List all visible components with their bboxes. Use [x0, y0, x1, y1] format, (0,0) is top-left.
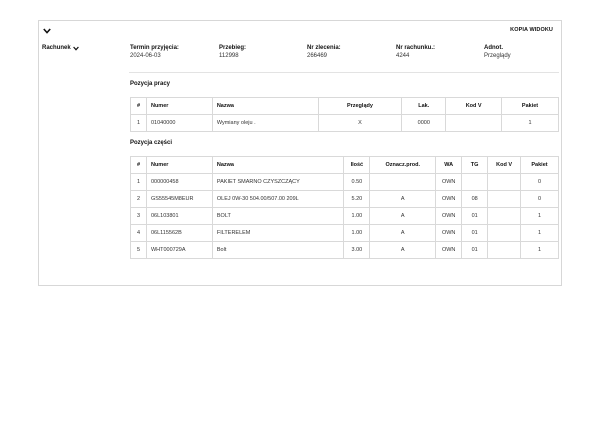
table-cell: A	[370, 225, 436, 242]
meta-przebieg	[219, 45, 246, 59]
table-cell: OWN	[436, 242, 462, 259]
column-header: Pakiet	[502, 98, 559, 115]
table-cell: 06L115562B	[146, 225, 212, 242]
table-cell: 06L103801	[146, 208, 212, 225]
meta-value: 2024-06-03	[130, 53, 161, 59]
table-cell: 000000458	[146, 174, 212, 191]
table-row	[131, 174, 559, 191]
column-header: Numer	[146, 157, 212, 174]
meta-termin	[130, 45, 179, 59]
table-cell: 3.00	[344, 242, 370, 259]
column-header: #	[131, 98, 147, 115]
meta-label: Adnot.	[484, 45, 503, 51]
table-cell: WHT000729A	[146, 242, 212, 259]
table-cell	[446, 115, 502, 132]
column-header: Nazwa	[212, 157, 343, 174]
table-cell: PAKIET SMARNO CZYSZCZĄCY	[212, 174, 343, 191]
table-cell: 01	[462, 208, 488, 225]
table-cell: OWN	[436, 225, 462, 242]
table-cell: 01	[462, 242, 488, 259]
work-table	[130, 97, 559, 132]
table-cell: Wymiany oleju .	[212, 115, 318, 132]
work-table-header	[131, 98, 559, 115]
table-cell	[370, 174, 436, 191]
table-cell: 1	[131, 115, 147, 132]
parts-section-title: Pozycja części	[130, 140, 173, 146]
column-header: Przeglądy	[318, 98, 402, 115]
document-card	[38, 20, 562, 286]
column-header: Oznacz.prod.	[370, 157, 436, 174]
table-cell: A	[370, 208, 436, 225]
meta-value: 112998	[219, 53, 239, 59]
table-cell	[488, 191, 521, 208]
table-row	[131, 191, 559, 208]
table-cell	[488, 225, 521, 242]
meta-nr-rachunku	[396, 45, 435, 59]
table-cell	[488, 242, 521, 259]
table-cell: 3	[131, 208, 147, 225]
table-cell: BOLT	[212, 208, 343, 225]
table-cell: 2	[131, 191, 147, 208]
table-cell: 1.00	[344, 225, 370, 242]
table-cell: 08	[462, 191, 488, 208]
column-header: Kod V	[446, 98, 502, 115]
column-header: Kod V	[488, 157, 521, 174]
parts-table-header	[131, 157, 559, 174]
meta-label: Termin przyjęcia:	[130, 45, 179, 51]
column-header: #	[131, 157, 147, 174]
table-cell: 0.50	[344, 174, 370, 191]
table-cell: 01	[462, 225, 488, 242]
meta-adnot	[484, 45, 511, 59]
column-header: WA	[436, 157, 462, 174]
table-cell: 1	[521, 225, 559, 242]
meta-label: Nr rachunku.:	[396, 45, 436, 51]
table-cell	[488, 208, 521, 225]
column-header: Numer	[146, 98, 212, 115]
rachunek-toggle[interactable]	[42, 45, 79, 51]
column-header: Ilość	[344, 157, 370, 174]
table-cell: 0	[521, 191, 559, 208]
table-cell: 1	[521, 208, 559, 225]
table-cell: 5.20	[344, 191, 370, 208]
table-cell: OWN	[436, 174, 462, 191]
column-header: TG	[462, 157, 488, 174]
meta-label: Nr zlecenia:	[307, 45, 341, 51]
table-cell: OLEJ 0W-30 504.00/507.00 209L	[212, 191, 343, 208]
table-row	[131, 225, 559, 242]
table-cell: OWN	[436, 208, 462, 225]
chevron-down-icon	[73, 46, 79, 51]
table-cell: A	[370, 191, 436, 208]
table-cell: 5	[131, 242, 147, 259]
parts-table	[130, 156, 559, 259]
copy-view-button[interactable]: KOPIA WIDOKU	[510, 27, 553, 33]
rachunek-label: Rachunek	[42, 45, 71, 51]
table-cell: 4	[131, 225, 147, 242]
meta-nr-zlecenia	[307, 45, 341, 59]
table-cell: 0000	[402, 115, 446, 132]
table-cell: FILTERELEM	[212, 225, 343, 242]
divider	[129, 72, 559, 73]
table-row	[131, 242, 559, 259]
work-section-title: Pozycja pracy	[130, 81, 171, 87]
meta-value: 4244	[396, 53, 410, 59]
meta-label: Przebieg:	[219, 45, 247, 51]
table-cell: 1	[502, 115, 559, 132]
column-header: Lak.	[402, 98, 446, 115]
table-cell: A	[370, 242, 436, 259]
column-header: Nazwa	[212, 98, 318, 115]
table-cell: 0	[521, 174, 559, 191]
chevron-down-icon[interactable]	[43, 27, 51, 35]
table-cell: 1	[131, 174, 147, 191]
table-cell	[462, 174, 488, 191]
column-header: Pakiet	[521, 157, 559, 174]
table-cell: OWN	[436, 191, 462, 208]
table-cell: X	[318, 115, 402, 132]
table-cell	[488, 174, 521, 191]
meta-value: 266469	[307, 53, 328, 59]
table-row	[131, 208, 559, 225]
table-cell: 01040000	[146, 115, 212, 132]
table-cell: GS55545M8EUR	[146, 191, 212, 208]
table-cell: 1.00	[344, 208, 370, 225]
table-row	[131, 115, 559, 132]
meta-value: Przeglądy	[484, 53, 511, 59]
table-cell: 1	[521, 242, 559, 259]
table-cell: Bolt	[212, 242, 343, 259]
